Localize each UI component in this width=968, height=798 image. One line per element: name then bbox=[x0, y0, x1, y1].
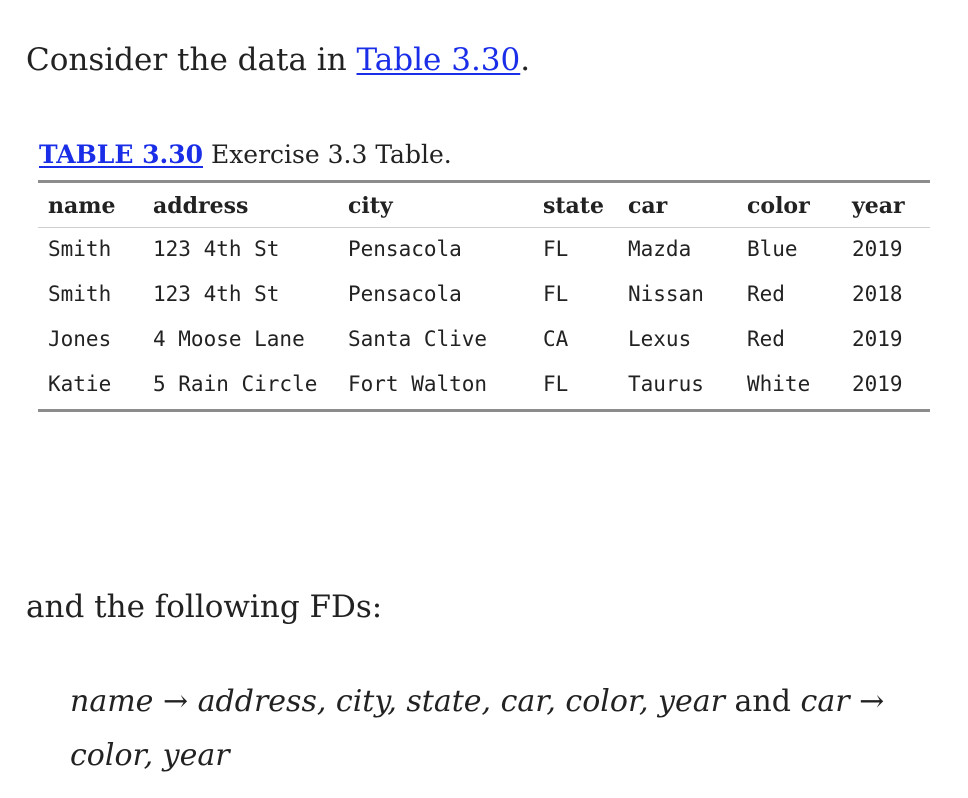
arrow-icon: → bbox=[859, 684, 885, 719]
column-header: year bbox=[842, 183, 930, 228]
arrow-icon: → bbox=[162, 684, 189, 719]
table-row bbox=[38, 363, 930, 409]
table-caption-label[interactable]: TABLE 3.30 bbox=[39, 140, 203, 169]
table-cell: CA bbox=[543, 327, 569, 351]
table-cell: 5 Rain Circle bbox=[153, 372, 318, 396]
table-cell: Katie bbox=[48, 372, 112, 396]
fd-rhs-1: address, city, state, car, color, year bbox=[197, 684, 725, 719]
intro-paragraph bbox=[26, 38, 530, 82]
table-cell: Red bbox=[747, 282, 785, 306]
column-header: address bbox=[143, 183, 338, 228]
fd-lhs-2: car bbox=[800, 684, 850, 719]
fd-lhs-1: name bbox=[70, 684, 154, 719]
data-table bbox=[38, 183, 930, 409]
column-header: city bbox=[338, 183, 533, 228]
table-cell: Fort Walton bbox=[348, 372, 488, 396]
table-cell: Taurus bbox=[628, 372, 704, 396]
fd-conjunction: and bbox=[734, 684, 791, 719]
table-cell: FL bbox=[543, 237, 569, 261]
table-cell: 2019 bbox=[852, 372, 903, 396]
table-reference-link[interactable]: Table 3.30 bbox=[356, 42, 521, 78]
table-cell: Pensacola bbox=[348, 282, 462, 306]
table-cell: Smith bbox=[48, 282, 112, 306]
table-cell: Mazda bbox=[628, 237, 692, 261]
table-cell: 4 Moose Lane bbox=[153, 327, 305, 351]
column-header: name bbox=[38, 183, 143, 228]
table-cell: Lexus bbox=[628, 327, 692, 351]
table-cell: Smith bbox=[48, 237, 112, 261]
table-cell: FL bbox=[543, 282, 569, 306]
table-row bbox=[38, 273, 930, 318]
table-cell: 2019 bbox=[852, 237, 903, 261]
data-table-container bbox=[38, 180, 930, 412]
table-cell: 123 4th St bbox=[153, 282, 280, 306]
table-caption bbox=[39, 138, 452, 172]
intro-prefix: Consider the data in bbox=[26, 42, 357, 78]
table-header-row bbox=[38, 183, 930, 228]
table-cell: White bbox=[747, 372, 811, 396]
table-row bbox=[38, 318, 930, 363]
table-cell: 2018 bbox=[852, 282, 903, 306]
fd-rhs-2: color, year bbox=[70, 738, 230, 773]
functional-dependencies bbox=[70, 675, 940, 783]
column-header: car bbox=[618, 183, 737, 228]
table-caption-text: Exercise 3.3 Table. bbox=[203, 140, 452, 169]
table-cell: Jones bbox=[48, 327, 112, 351]
table-cell: 123 4th St bbox=[153, 237, 280, 261]
table-cell: 2019 bbox=[852, 327, 903, 351]
table-cell: Blue bbox=[747, 237, 798, 261]
table-cell: Pensacola bbox=[348, 237, 462, 261]
table-cell: Santa Clive bbox=[348, 327, 488, 351]
table-cell: FL bbox=[543, 372, 569, 396]
table-cell: Red bbox=[747, 327, 785, 351]
intro-suffix: . bbox=[520, 42, 531, 78]
column-header: color bbox=[737, 183, 842, 228]
following-text: and the following FDs: bbox=[26, 589, 383, 625]
table-row bbox=[38, 228, 930, 274]
column-header: state bbox=[533, 183, 618, 228]
table-cell: Nissan bbox=[628, 282, 704, 306]
